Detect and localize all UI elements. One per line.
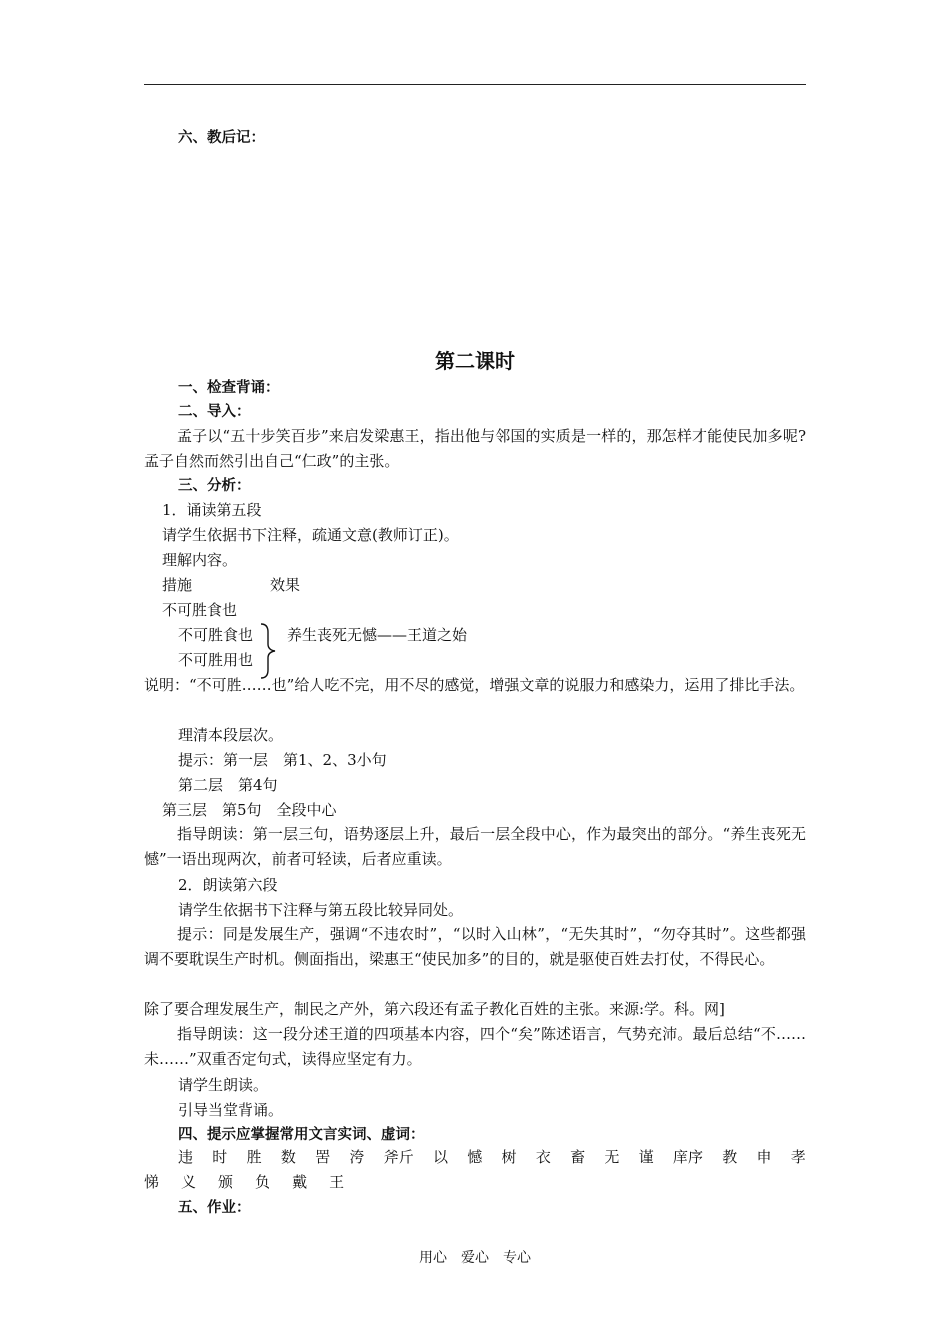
paragraph-six-hint: 提示：同是发展生产，强调“不违农时”，“以时入山林”，“无失其时”，“勿夺其时”。这些都强调不要耽误生产时机。侧面指出，梁惠王“使民加多”的目的，就是驱使百姓去打仗，不得民心。	[144, 925, 806, 968]
measure-food-line-indented: 不可胜食也	[178, 626, 254, 644]
vocab-word: 王	[329, 1173, 345, 1191]
after-class-notes-heading: 六、教后记：	[178, 130, 265, 146]
layer-two: 第二层 第4句	[178, 776, 278, 794]
vocab-word: 悌	[144, 1173, 160, 1191]
vocabulary-row-two	[144, 1172, 344, 1192]
vocab-word: 谨	[638, 1148, 654, 1166]
vocab-word: 申	[756, 1148, 772, 1166]
vocab-word: 数	[280, 1148, 296, 1166]
header-rule	[144, 84, 806, 85]
vocab-word: 罟	[315, 1148, 331, 1166]
vocab-word: 衣	[535, 1148, 551, 1166]
measure-header: 措施	[162, 576, 193, 594]
vocabulary-row-one	[178, 1147, 806, 1167]
paragraph-five-heading: 1．诵读第五段	[162, 501, 262, 519]
section-analysis: 三、分析：	[178, 478, 251, 494]
students-read-aloud: 请学生朗读。	[178, 1076, 269, 1094]
understand-content: 理解内容。	[162, 551, 238, 569]
measure-food-line: 不可胜食也	[162, 601, 238, 619]
vocab-word: 教	[722, 1148, 738, 1166]
section-introduction: 二、导入：	[178, 404, 251, 420]
effect-text: 养生丧死无憾——王道之始	[287, 626, 468, 644]
vocab-word: 庠序	[672, 1148, 703, 1166]
section-check-recitation: 一、检查背诵：	[178, 380, 280, 396]
guide-recitation: 引导当堂背诵。	[178, 1101, 284, 1119]
reading-guide-one: 指导朗读：第一层三句，语势逐层上升，最后一层全段中心，作为最突出的部分。“养生丧死无憾”一语出现两次，前者可轻读，后者应重读。	[144, 825, 806, 868]
paragraph-six-heading: 2．朗读第六段	[178, 876, 278, 894]
vocab-word: 负	[255, 1173, 271, 1191]
paragraph-six-extra: 除了要合理发展生产，制民之产外，第六段还有孟子教化百姓的主张。来源:学。科。网]	[144, 1000, 725, 1018]
vocab-word: 违	[178, 1148, 194, 1166]
vocab-word: 孝	[790, 1148, 806, 1166]
layer-three: 第三层 第5句 全段中心	[162, 801, 337, 819]
section-homework: 五、作业：	[178, 1200, 251, 1216]
measure-use-line: 不可胜用也	[178, 651, 254, 669]
vocab-word: 颁	[218, 1173, 234, 1191]
paragraph-five-instruction: 请学生依据书下注释，疏通文意(教师订正)。	[162, 526, 459, 544]
vocab-word: 斧斤	[383, 1148, 414, 1166]
vocab-word: 戴	[292, 1173, 308, 1191]
reading-guide-two: 指导朗读：这一段分述王道的四项基本内容，四个“矣”陈述语言，气势充沛。最后总结“不……未……”双重否定句式，读得应坚定有力。	[144, 1025, 806, 1068]
vocab-word: 无	[604, 1148, 620, 1166]
vocab-word: 胜	[246, 1148, 262, 1166]
vocab-word: 时	[212, 1148, 228, 1166]
intro-paragraph: 孟子以“五十步笑百步”来启发梁惠王，指出他与邻国的实质是一样的，那怎样才能使民加多呢?孟子自然而然引出自己“仁政”的主张。	[144, 427, 806, 470]
vocab-word: 洿	[349, 1148, 365, 1166]
section-vocabulary: 四、提示应掌握常用文言实词、虚词：	[178, 1127, 425, 1143]
paragraph-six-instruction: 请学生依据书下注释与第五段比较异同处。	[178, 901, 464, 919]
explanation-paragraph: 说明：“不可胜……也”给人吃不完，用不尽的感觉，增强文章的说服力和感染力，运用了排比手法。	[144, 676, 805, 694]
curly-brace	[258, 622, 280, 680]
vocab-word: 以	[432, 1148, 448, 1166]
vocab-word: 畜	[570, 1148, 586, 1166]
lesson-title: 第二课时	[435, 349, 515, 373]
page-footer: 用心 爱心 专心	[419, 1250, 531, 1266]
vocab-word: 义	[181, 1173, 197, 1191]
vocab-word: 憾	[467, 1148, 483, 1166]
effect-header: 效果	[270, 576, 301, 594]
vocab-word: 树	[501, 1148, 517, 1166]
layer-one: 提示：第一层 第1、2、3小句	[178, 751, 387, 769]
clarify-layers: 理清本段层次。	[178, 726, 284, 744]
